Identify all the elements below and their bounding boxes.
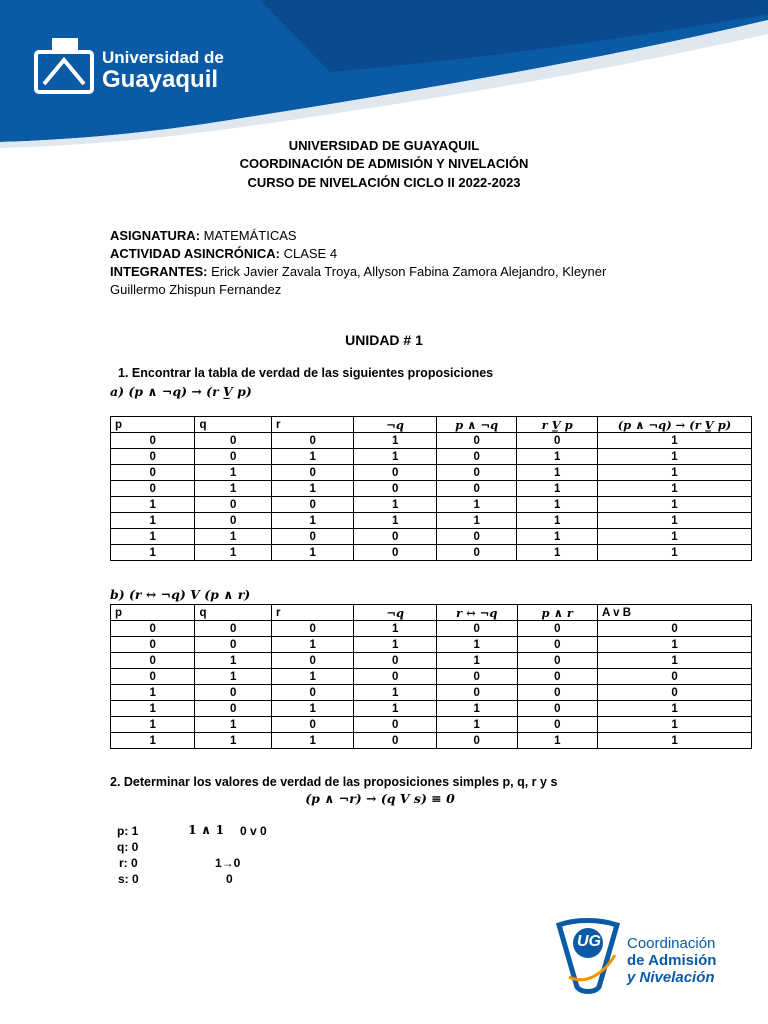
cell-a-or-b: 0	[598, 685, 752, 701]
cell-q: 1	[195, 529, 272, 545]
header-r: r	[271, 605, 353, 621]
truth-table-b	[110, 604, 752, 749]
subject-line	[110, 228, 297, 243]
cell-p-and-not-q: 0	[436, 465, 517, 481]
cell-r-xor-p: 1	[517, 449, 597, 465]
table-row	[111, 733, 752, 749]
cell-q: 1	[195, 465, 272, 481]
cell-not-q: 1	[354, 497, 437, 513]
table-row	[111, 653, 752, 669]
cell-p-and-not-q: 0	[436, 545, 517, 561]
cell-not-q: 1	[354, 433, 437, 449]
cell-p-and-r: 0	[517, 621, 598, 637]
cell-r-xor-p: 1	[517, 465, 597, 481]
cell-r-iff-not-q: 0	[436, 733, 517, 749]
cell-q: 0	[195, 621, 272, 637]
cell-q: 1	[195, 733, 272, 749]
exercise1-part-b: b) (r ↔ ¬q) V (p ∧ r)	[110, 587, 251, 602]
cell-r-iff-not-q: 1	[436, 653, 517, 669]
work-or: 0 v 0	[240, 824, 267, 838]
footer-line1: Coordinación	[627, 935, 716, 952]
table-row	[111, 685, 752, 701]
work-result: 0	[226, 872, 233, 886]
university-emblem-icon	[34, 38, 98, 96]
cell-p-and-not-q: 1	[436, 513, 517, 529]
members-line-2: Guillermo Zhispun Fernandez	[110, 282, 282, 297]
cell-p-and-not-q: 0	[436, 449, 517, 465]
cell-a-or-b: 1	[598, 637, 752, 653]
cell-q: 1	[195, 653, 272, 669]
cell-a-or-b: 0	[598, 621, 752, 637]
work-implies: 1→0	[215, 856, 241, 870]
cell-r-iff-not-q: 1	[436, 717, 517, 733]
title-line-2: COORDINACIÓN DE ADMISIÓN Y NIVELACIÓN	[239, 156, 529, 171]
cell-implication: 1	[597, 513, 751, 529]
cell-r-xor-p: 1	[517, 529, 597, 545]
cell-implication: 1	[597, 497, 751, 513]
exercise1-part-a: a) (p ∧ ¬q) → (r V̲ p)	[110, 384, 252, 399]
cell-r: 1	[271, 701, 353, 717]
cell-not-q: 0	[354, 717, 437, 733]
cell-r-xor-p: 1	[517, 481, 597, 497]
cell-r: 1	[271, 545, 353, 561]
cell-r-xor-p: 0	[517, 433, 597, 449]
cell-r-xor-p: 1	[517, 545, 597, 561]
cell-p-and-r: 0	[517, 653, 598, 669]
table-row	[111, 529, 752, 545]
cell-r-xor-p: 1	[517, 513, 597, 529]
cell-not-q: 1	[354, 685, 437, 701]
cell-r-iff-not-q: 0	[436, 669, 517, 685]
cell-not-q: 0	[354, 669, 437, 685]
table-row	[111, 621, 752, 637]
table-row	[111, 449, 752, 465]
cell-r: 0	[271, 717, 353, 733]
activity-line	[110, 246, 337, 261]
logo-line2: Guayaquil	[102, 66, 219, 93]
cell-not-q: 0	[354, 465, 437, 481]
header-not-q: ¬q	[354, 605, 437, 621]
cell-r: 1	[271, 481, 353, 497]
exercise2-title: 2. Determinar los valores de verdad de las proposiciones simples p, q, r y s	[110, 775, 558, 789]
cell-implication: 1	[597, 529, 751, 545]
cell-p-and-not-q: 0	[436, 433, 517, 449]
cell-p: 1	[111, 717, 195, 733]
cell-implication: 1	[597, 449, 751, 465]
cell-q: 0	[195, 513, 272, 529]
cell-not-q: 1	[354, 449, 437, 465]
subject-value: MATEMÁTICAS	[200, 228, 297, 243]
cell-r: 0	[271, 433, 353, 449]
footer-badge: UG	[577, 933, 601, 950]
table-row	[111, 545, 752, 561]
header-p-and-not-q: p ∧ ¬q	[436, 417, 517, 433]
cell-q: 0	[195, 497, 272, 513]
cell-p-and-not-q: 0	[436, 529, 517, 545]
cell-p: 0	[111, 669, 195, 685]
header-implication: (p ∧ ¬q) → (r V̲ p)	[597, 417, 751, 433]
cell-implication: 1	[597, 433, 751, 449]
cell-p-and-r: 0	[517, 717, 598, 733]
truth-table-a	[110, 416, 752, 561]
cell-implication: 1	[597, 481, 751, 497]
activity-value: CLASE 4	[279, 246, 338, 261]
cell-r-iff-not-q: 0	[436, 621, 517, 637]
cell-r: 1	[271, 449, 353, 465]
table-row	[111, 433, 752, 449]
cell-a-or-b: 1	[598, 653, 752, 669]
logo-line1: Universidad de	[102, 48, 224, 67]
cell-p: 1	[111, 497, 195, 513]
unit-title: UNIDAD # 1	[345, 332, 423, 348]
cell-p-and-r: 0	[517, 685, 598, 701]
cell-not-q: 0	[354, 733, 437, 749]
cell-r: 0	[271, 685, 353, 701]
cell-r-iff-not-q: 1	[436, 701, 517, 717]
cell-p: 0	[111, 465, 195, 481]
cell-p: 1	[111, 701, 195, 717]
cell-r: 1	[271, 513, 353, 529]
exercise1-title: 1. Encontrar la tabla de verdad de las siguientes proposiciones	[118, 366, 494, 380]
table-row	[111, 637, 752, 653]
cell-not-q: 1	[354, 621, 437, 637]
cell-p: 0	[111, 433, 195, 449]
cell-a-or-b: 1	[598, 717, 752, 733]
cell-p-and-r: 0	[517, 669, 598, 685]
cell-p: 1	[111, 685, 195, 701]
work-and: 1 ∧ 1	[188, 822, 225, 837]
cell-p: 0	[111, 481, 195, 497]
coordination-logo	[555, 915, 745, 995]
cell-p-and-r: 0	[517, 701, 598, 717]
members-value: Erick Javier Zavala Troya, Allyson Fabina Zamora Alejandro, Kleyner	[207, 264, 607, 279]
cell-q: 1	[195, 717, 272, 733]
cell-not-q: 1	[354, 701, 437, 717]
table-row	[111, 497, 752, 513]
cell-r: 0	[271, 465, 353, 481]
table-row	[111, 701, 752, 717]
cell-not-q: 0	[354, 529, 437, 545]
cell-a-or-b: 1	[598, 701, 752, 717]
value-q: q: 0	[117, 840, 139, 854]
value-r: r: 0	[119, 856, 138, 870]
cell-p: 1	[111, 545, 195, 561]
cell-p: 1	[111, 513, 195, 529]
cell-r: 1	[271, 733, 353, 749]
table-header-row	[111, 417, 752, 433]
cell-r-xor-p: 1	[517, 497, 597, 513]
header-p: p	[111, 605, 195, 621]
cell-not-q: 0	[354, 545, 437, 561]
cell-q: 0	[195, 701, 272, 717]
cell-p: 1	[111, 733, 195, 749]
cell-p: 0	[111, 621, 195, 637]
cell-p-and-not-q: 1	[436, 497, 517, 513]
cell-q: 0	[195, 637, 272, 653]
cell-r: 0	[271, 529, 353, 545]
header-q: q	[195, 605, 272, 621]
cell-q: 1	[195, 545, 272, 561]
cell-p: 1	[111, 529, 195, 545]
cell-r: 1	[271, 669, 353, 685]
exercise2-formula: (p ∧ ¬r) → (q V s) ≡ 0	[305, 791, 455, 806]
footer-line2: de Admisión	[627, 952, 717, 969]
cell-not-q: 1	[354, 637, 437, 653]
coordination-emblem-icon	[555, 915, 621, 995]
cell-not-q: 0	[354, 481, 437, 497]
header-p-and-r: p ∧ r	[517, 605, 598, 621]
header-r-iff-not-q: r ↔ ¬q	[436, 605, 517, 621]
table-header-row	[111, 605, 752, 621]
header-not-q: ¬q	[354, 417, 437, 433]
activity-label: ACTIVIDAD ASINCRÓNICA:	[110, 246, 280, 261]
header-r: r	[271, 417, 353, 433]
members-label: INTEGRANTES:	[110, 264, 208, 279]
cell-r: 1	[271, 637, 353, 653]
cell-not-q: 0	[354, 653, 437, 669]
cell-not-q: 1	[354, 513, 437, 529]
value-s: s: 0	[118, 872, 139, 886]
cell-q: 0	[195, 685, 272, 701]
table-row	[111, 481, 752, 497]
cell-p-and-r: 0	[517, 637, 598, 653]
members-line	[110, 264, 606, 279]
cell-r-iff-not-q: 0	[436, 685, 517, 701]
header-q: q	[195, 417, 272, 433]
cell-implication: 1	[597, 545, 751, 561]
title-line-3: CURSO DE NIVELACIÓN CICLO II 2022-2023	[247, 175, 521, 190]
cell-q: 1	[195, 669, 272, 685]
table-row	[111, 465, 752, 481]
cell-r: 0	[271, 621, 353, 637]
header-a-or-b: A v B	[598, 605, 752, 621]
table-row	[111, 717, 752, 733]
value-p: p: 1	[117, 824, 139, 838]
cell-q: 0	[195, 449, 272, 465]
cell-r: 0	[271, 497, 353, 513]
cell-p: 0	[111, 637, 195, 653]
cell-p-and-not-q: 0	[436, 481, 517, 497]
cell-a-or-b: 0	[598, 669, 752, 685]
header-r-xor-p: r V̲ p	[517, 417, 597, 433]
header-p: p	[111, 417, 195, 433]
table-row	[111, 669, 752, 685]
cell-a-or-b: 1	[598, 733, 752, 749]
footer-line3: y Nivelación	[627, 969, 715, 986]
cell-q: 1	[195, 481, 272, 497]
title-line-1: UNIVERSIDAD DE GUAYAQUIL	[288, 138, 480, 153]
table-row	[111, 513, 752, 529]
university-logo	[34, 30, 234, 100]
subject-label: ASIGNATURA:	[110, 228, 201, 243]
cell-r-iff-not-q: 1	[436, 637, 517, 653]
cell-p: 0	[111, 653, 195, 669]
cell-p-and-r: 1	[517, 733, 598, 749]
cell-p: 0	[111, 449, 195, 465]
cell-q: 0	[195, 433, 272, 449]
cell-implication: 1	[597, 465, 751, 481]
cell-r: 0	[271, 653, 353, 669]
